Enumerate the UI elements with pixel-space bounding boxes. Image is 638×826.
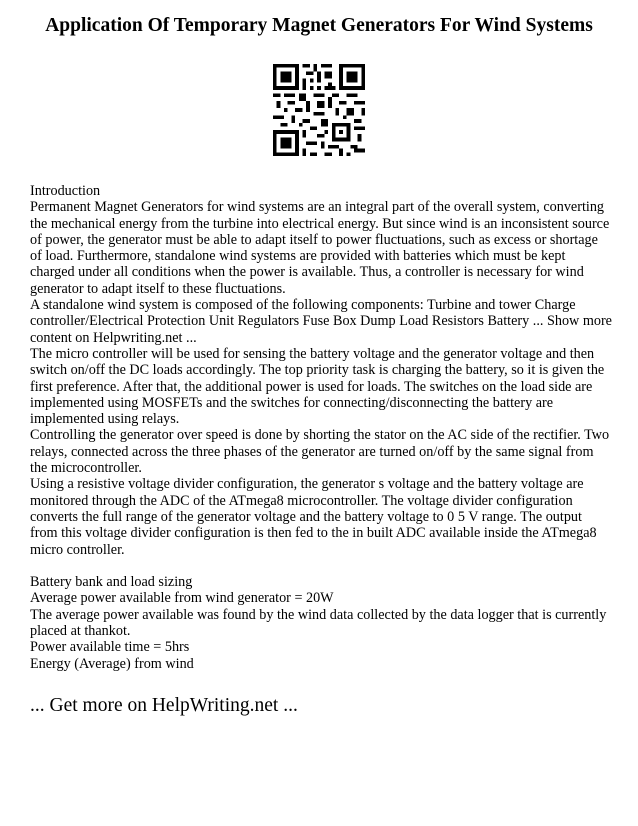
paragraph-over-speed-control: Controlling the generator over speed is done by shorting the stator on the AC side of the rectifier. Two relays, connected across the three phases of the generator are turned on/off by the same signal from the microcontroller. — [30, 427, 610, 477]
paragraph-gap — [30, 558, 612, 574]
document-body — [30, 183, 612, 672]
paragraph-permanent-magnet-generators: Permanent Magnet Generators for wind systems are an integral part of the overall system, converting the mechanical energy from the turbine into electrical energy. But since wind is an inconsistent source of power, the generator must be able to adapt itself to power fluctuations, such as excess or shortage of load. Furthermore, standalone wind systems are provided with batteries which must be kept charged under all conditions when the power is available. Thus, a controller is necessary for wind generator to adapt itself to these fluctuations. — [30, 199, 610, 297]
paragraph-average-power: Average power available from wind generator = 20W — [30, 590, 334, 607]
paragraph-data-logger: The average power available was found by the wind data collected by the data logger that is currently placed at thankot. — [30, 606, 607, 640]
qr-code-icon — [273, 64, 365, 156]
paragraph-micro-controller: The micro controller will be used for sensing the battery voltage and the generator voltage and then switch on/off the DC loads accordingly. The top priority task is charging the battery, so it is given the first preference. After that, the additional power is used for loads. The switches on the load side are implemented using MOSFETs and the switches for connecting/disconnecting the battery are implemented using relays. — [30, 345, 605, 428]
get-more-link[interactable]: ... Get more on HelpWriting.net ... — [30, 695, 298, 716]
document-title: Application Of Temporary Magnet Generators For Wind Systems — [45, 15, 593, 36]
paragraph-standalone-components: A standalone wind system is composed of the following components: Turbine and tower Charge controller/Electrical Protection Unit Regulators Fuse Box Dump Load Resistors Battery ... Show more content on Helpwriting.net ... — [30, 297, 612, 346]
paragraph-power-time: Power available time = 5hrs — [30, 639, 190, 656]
paragraph-voltage-divider: Using a resistive voltage divider configuration, the generator s voltage and the battery voltage are monitored through the ADC of the ATmega8 microcontroller. The voltage divider configuration converts the full range of the generator voltage and the battery voltage to 0 5 V range. The output from this voltage divider configuration is then fed to the in built ADC available inside the ATmega8 micro controller. — [30, 476, 597, 558]
paragraph-introduction-heading: Introduction — [30, 183, 101, 199]
paragraph-battery-bank-heading: Battery bank and load sizing — [30, 574, 193, 591]
paragraph-energy-average: Energy (Average) from wind — [30, 655, 194, 672]
